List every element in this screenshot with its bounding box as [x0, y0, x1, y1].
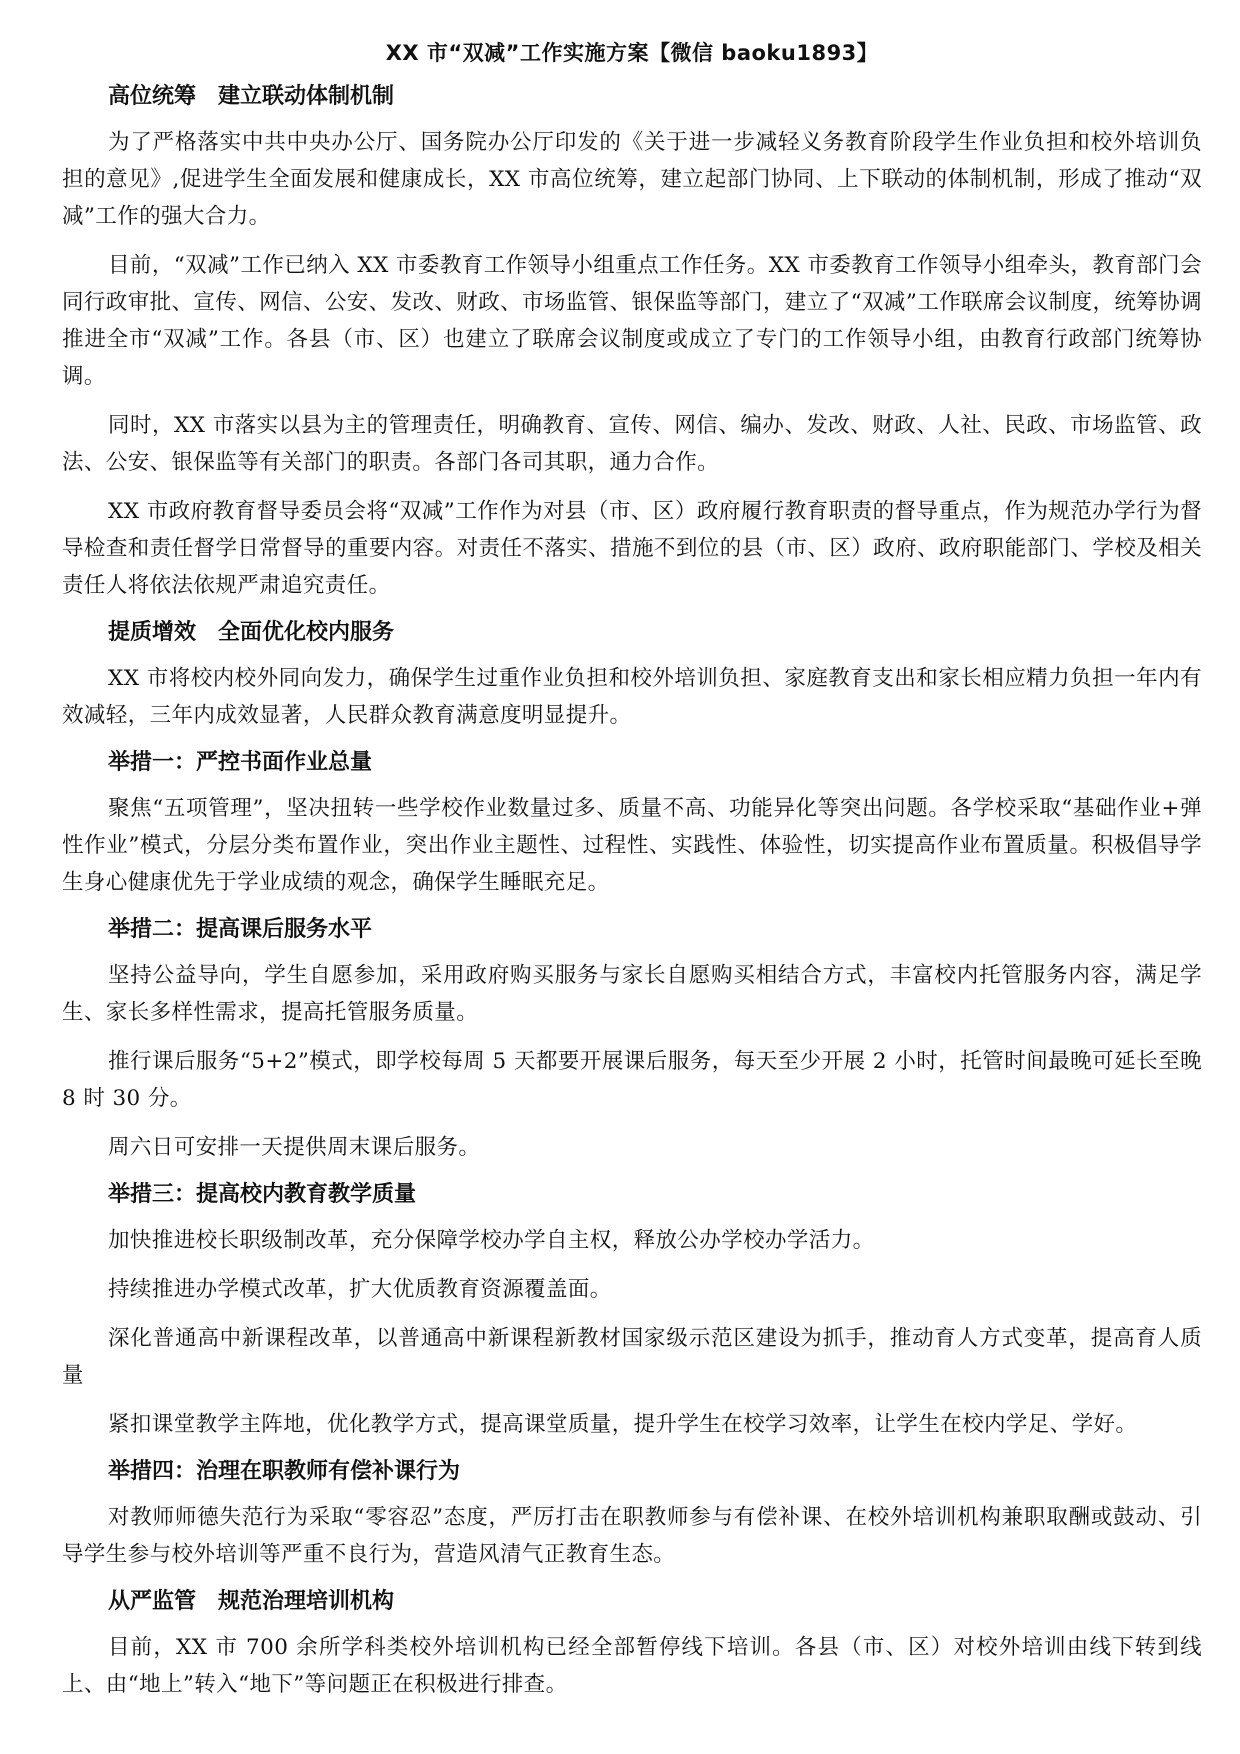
- paragraph: 推行课后服务“5+2”模式，即学校每周 5 天都要开展课后服务，每天至少开展 2 小时，托管时间最晚可延长至晚 8 时 30 分。: [62, 1049, 1202, 1111]
- document-page: [62, 38, 1202, 1715]
- paragraph: 坚持公益导向，学生自愿参加，采用政府购买服务与家长自愿购买相结合方式，丰富校内托管服务内容，满足学生、家长多样性需求，提高托管服务质量。: [62, 963, 1202, 1025]
- section-heading: 提质增效 全面优化校内服务: [108, 620, 395, 645]
- paragraph: 同时，XX 市落实以县为主的管理责任，明确教育、宣传、网信、编办、发改、财政、人社、民政、市场监管、政法、公安、银保监等有关部门的职责。各部门各司其职，通力合作。: [62, 413, 1202, 475]
- section-heading: 高位统筹 建立联动体制机制: [108, 84, 395, 109]
- paragraph: 持续推进办学模式改革，扩大优质教育资源覆盖面。: [108, 1277, 612, 1302]
- paragraph: 加快推进校长职级制改革，充分保障学校办学自主权，释放公办学校办学活力。: [108, 1228, 875, 1253]
- paragraph: XX 市将校内校外同向发力，确保学生过重作业负担和校外培训负担、家庭教育支出和家长相应精力负担一年内有效减轻，三年内成效显著，人民群众教育满意度明显提升。: [62, 666, 1202, 728]
- measure-heading: 举措二：提高课后服务水平: [108, 917, 373, 942]
- paragraph: 目前，“双减”工作已纳入 XX 市委教育工作领导小组重点工作任务。XX 市委教育工作领导小组牵头，教育部门会同行政审批、宣传、网信、公安、发改、财政、市场监管、银保监等部门，建立了“双减”工作联席会议制度，统筹协调推进全市“双减”工作。各县（市、区）也建立了联席会议制度或成立了专门的工作领导小组，由教育行政部门统筹协调。: [62, 253, 1202, 389]
- measure-heading: 举措三：提高校内教育教学质量: [108, 1182, 417, 1207]
- document-title: XX 市“双减”工作实施方案【微信 baoku1893】: [385, 41, 879, 65]
- paragraph: 对教师师德失范行为采取“零容忍”态度，严厉打击在职教师参与有偿补课、在校外培训机构兼职取酬或鼓动、引导学生参与校外培训等严重不良行为，营造风清气正教育生态。: [62, 1505, 1202, 1567]
- measure-heading: 举措一：严控书面作业总量: [108, 750, 373, 775]
- paragraph: 目前，XX 市 700 余所学科类校外培训机构已经全部暂停线下培训。各县（市、区）对校外培训由线下转到线上、由“地上”转入“地下”等问题正在积极进行排查。: [62, 1635, 1202, 1697]
- paragraph: 聚焦“五项管理”，坚决扭转一些学校作业数量过多、质量不高、功能异化等突出问题。各学校采取“基础作业+弹性作业”模式，分层分类布置作业，突出作业主题性、过程性、实践性、体验性，切实提高作业布置质量。积极倡导学生身心健康优先于学业成绩的观念，确保学生睡眠充足。: [62, 796, 1202, 895]
- paragraph: XX 市政府教育督导委员会将“双减”工作作为对县（市、区）政府履行教育职责的督导重点，作为规范办学行为督导检查和责任督学日常督导的重要内容。对责任不落实、措施不到位的县（市、区）政府、政府职能部门、学校及相关责任人将依法依规严肃追究责任。: [62, 499, 1202, 598]
- measure-heading: 举措四：治理在职教师有偿补课行为: [108, 1459, 461, 1484]
- paragraph: 为了严格落实中共中央办公厅、国务院办公厅印发的《关于进一步减轻义务教育阶段学生作业负担和校外培训负担的意见》,促进学生全面发展和健康成长，XX 市高位统筹，建立起部门协同、上下联动的体制机制，形成了推动“双减”工作的强大合力。: [62, 130, 1202, 229]
- paragraph: 紧扣课堂教学主阵地，优化教学方式，提高课堂质量，提升学生在校学习效率，让学生在校内学足、学好。: [108, 1412, 1138, 1437]
- section-heading: 从严监管 规范治理培训机构: [108, 1589, 395, 1614]
- paragraph: 深化普通高中新课程改革，以普通高中新课程新教材国家级示范区建设为抓手，推动育人方式变革，提高育人质量: [62, 1326, 1202, 1388]
- paragraph: 周六日可安排一天提供周末课后服务。: [108, 1135, 481, 1160]
